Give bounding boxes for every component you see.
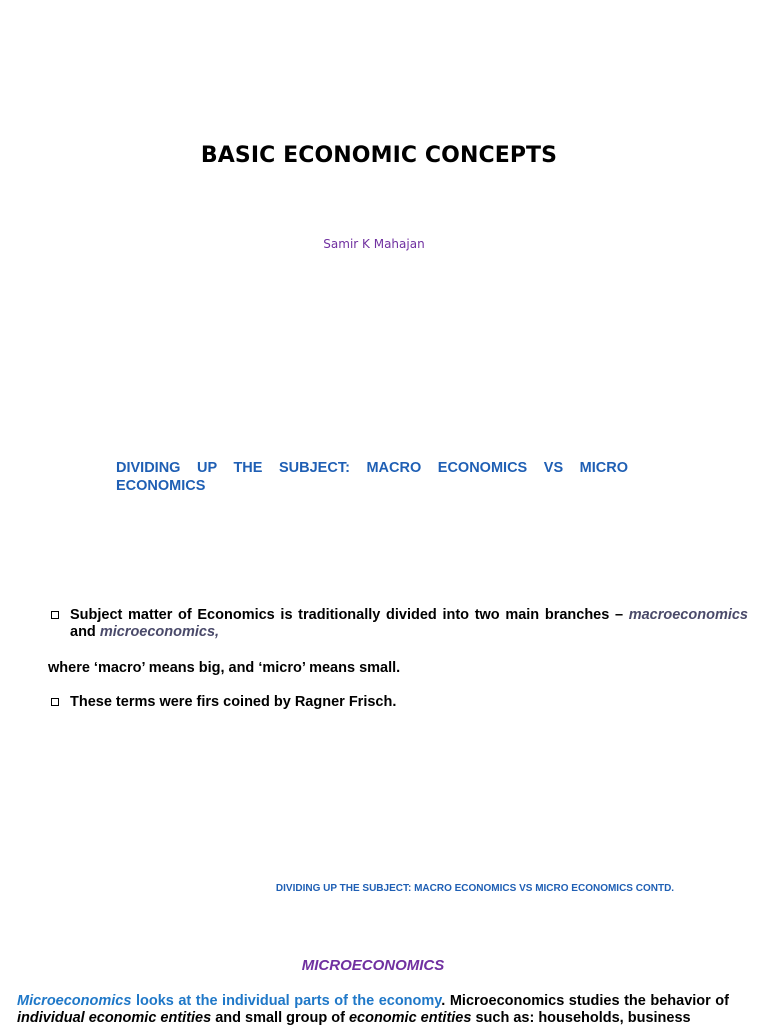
body-paragraph: Microeconomics looks at the individual parts of the economy. Microeconomics studies the behavior of individual economic entities and small group of economic entities such as: households, business	[17, 993, 729, 1026]
section-heading: DIVIDING UP THE SUBJECT: MACRO ECONOMICS VS MICRO ECONOMICS	[116, 460, 628, 494]
term-macroeconomics: macroeconomics	[628, 607, 748, 623]
bullet-text: These terms were firs coined by Ragner Frisch.	[70, 694, 397, 710]
bullet-item-branches	[48, 607, 748, 641]
checkbox-bullet-icon	[51, 698, 59, 706]
author-name: Samir K Mahajan	[323, 237, 425, 251]
term-microeconomics-lead: Microeconomics	[17, 993, 132, 1009]
macro-micro-definition: where ‘macro’ means big, and ‘micro’ means small.	[48, 660, 401, 676]
term-microeconomics: microeconomics,	[99, 624, 220, 640]
document-title: BASIC ECONOMIC CONCEPTS	[200, 143, 558, 168]
bullet-item-frisch	[48, 694, 748, 711]
bullet-text: Subject matter of Economics is traditionally divided into two main branches – macroeconomics and microeconomics,	[70, 607, 748, 640]
continued-heading: DIVIDING UP THE SUBJECT: MACRO ECONOMICS VS MICRO ECONOMICS CONTD.	[275, 883, 675, 894]
checkbox-bullet-icon	[51, 611, 59, 619]
sub-heading: MICROECONOMICS	[301, 957, 445, 974]
